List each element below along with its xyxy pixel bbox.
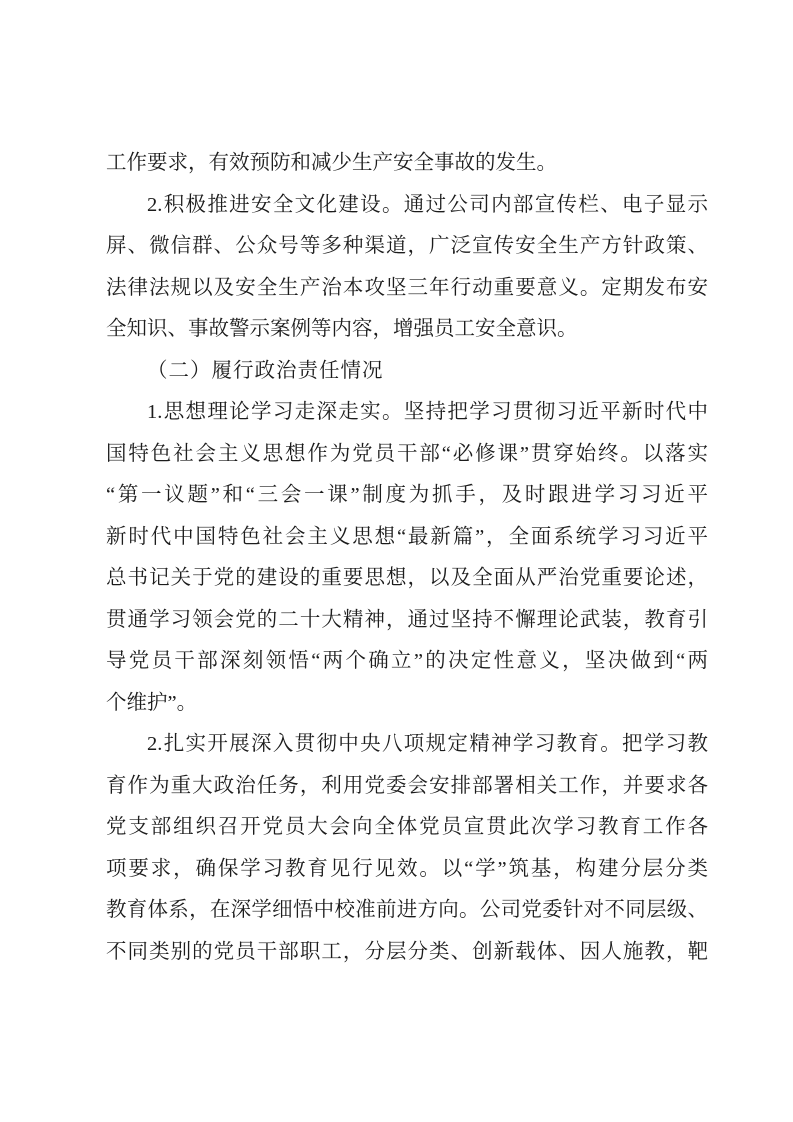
text-line: 工作要求，有效预防和减少生产安全事故的发生。 bbox=[106, 152, 557, 174]
text-line: 2.扎实开展深入贯彻中央八项规定精神学习教育。把学习教 bbox=[147, 733, 708, 755]
text-line: “第一议题”和“三会一课”制度为抓手，及时跟进学习习近平 bbox=[106, 484, 708, 506]
text-line: 2.积极推进安全文化建设。通过公司内部宣传栏、电子显示 bbox=[147, 193, 708, 216]
text-line: 全知识、事故警示案例等内容，增强员工安全意识。 bbox=[106, 318, 578, 340]
text-line: 个维护”。 bbox=[106, 691, 198, 714]
text-line: 屏、微信群、公众号等多种渠道，广泛宣传安全生产方针政策、 bbox=[106, 235, 708, 257]
text-line: 国特色社会主义思想作为党员干部“必修课”贯穿始终。以落实 bbox=[106, 442, 708, 465]
text-line: （二）履行政治责任情况 bbox=[147, 359, 384, 382]
text-line: 党支部组织召开党员大会向全体党员宣贯此次学习教育工作各 bbox=[106, 816, 708, 838]
paragraph bbox=[106, 392, 708, 724]
text-line: 教育体系，在深学细悟中校准前进方向。公司党委针对不同层级、 bbox=[106, 899, 708, 921]
text-line: 导党员干部深刻领悟“两个确立”的决定性意义，坚决做到“两 bbox=[106, 650, 708, 672]
text-line: 总书记关于党的建设的重要思想，以及全面从严治党重要论述， bbox=[106, 567, 708, 589]
document-body bbox=[106, 143, 708, 973]
text-line: 育作为重大政治任务，利用党委会安排部署相关工作，并要求各 bbox=[106, 774, 708, 797]
paragraph bbox=[106, 724, 708, 973]
text-line: 法律法规以及安全生产治本攻坚三年行动重要意义。定期发布安 bbox=[106, 276, 708, 299]
paragraph bbox=[106, 143, 708, 185]
paragraph bbox=[106, 185, 708, 351]
text-line: 贯通学习领会党的二十大精神，通过坚持不懈理论武装，教育引 bbox=[106, 608, 708, 631]
section-heading bbox=[106, 351, 708, 393]
text-line: 不同类别的党员干部职工，分层分类、创新载体、因人施教，靶 bbox=[106, 940, 708, 963]
text-line: 项要求，确保学习教育见行见效。以“学”筑基，构建分层分类 bbox=[106, 857, 708, 880]
text-line: 新时代中国特色社会主义思想“最新篇”，全面系统学习习近平 bbox=[106, 525, 708, 548]
text-line: 1.思想理论学习走深走实。坚持把学习贯彻习近平新时代中 bbox=[147, 401, 708, 423]
